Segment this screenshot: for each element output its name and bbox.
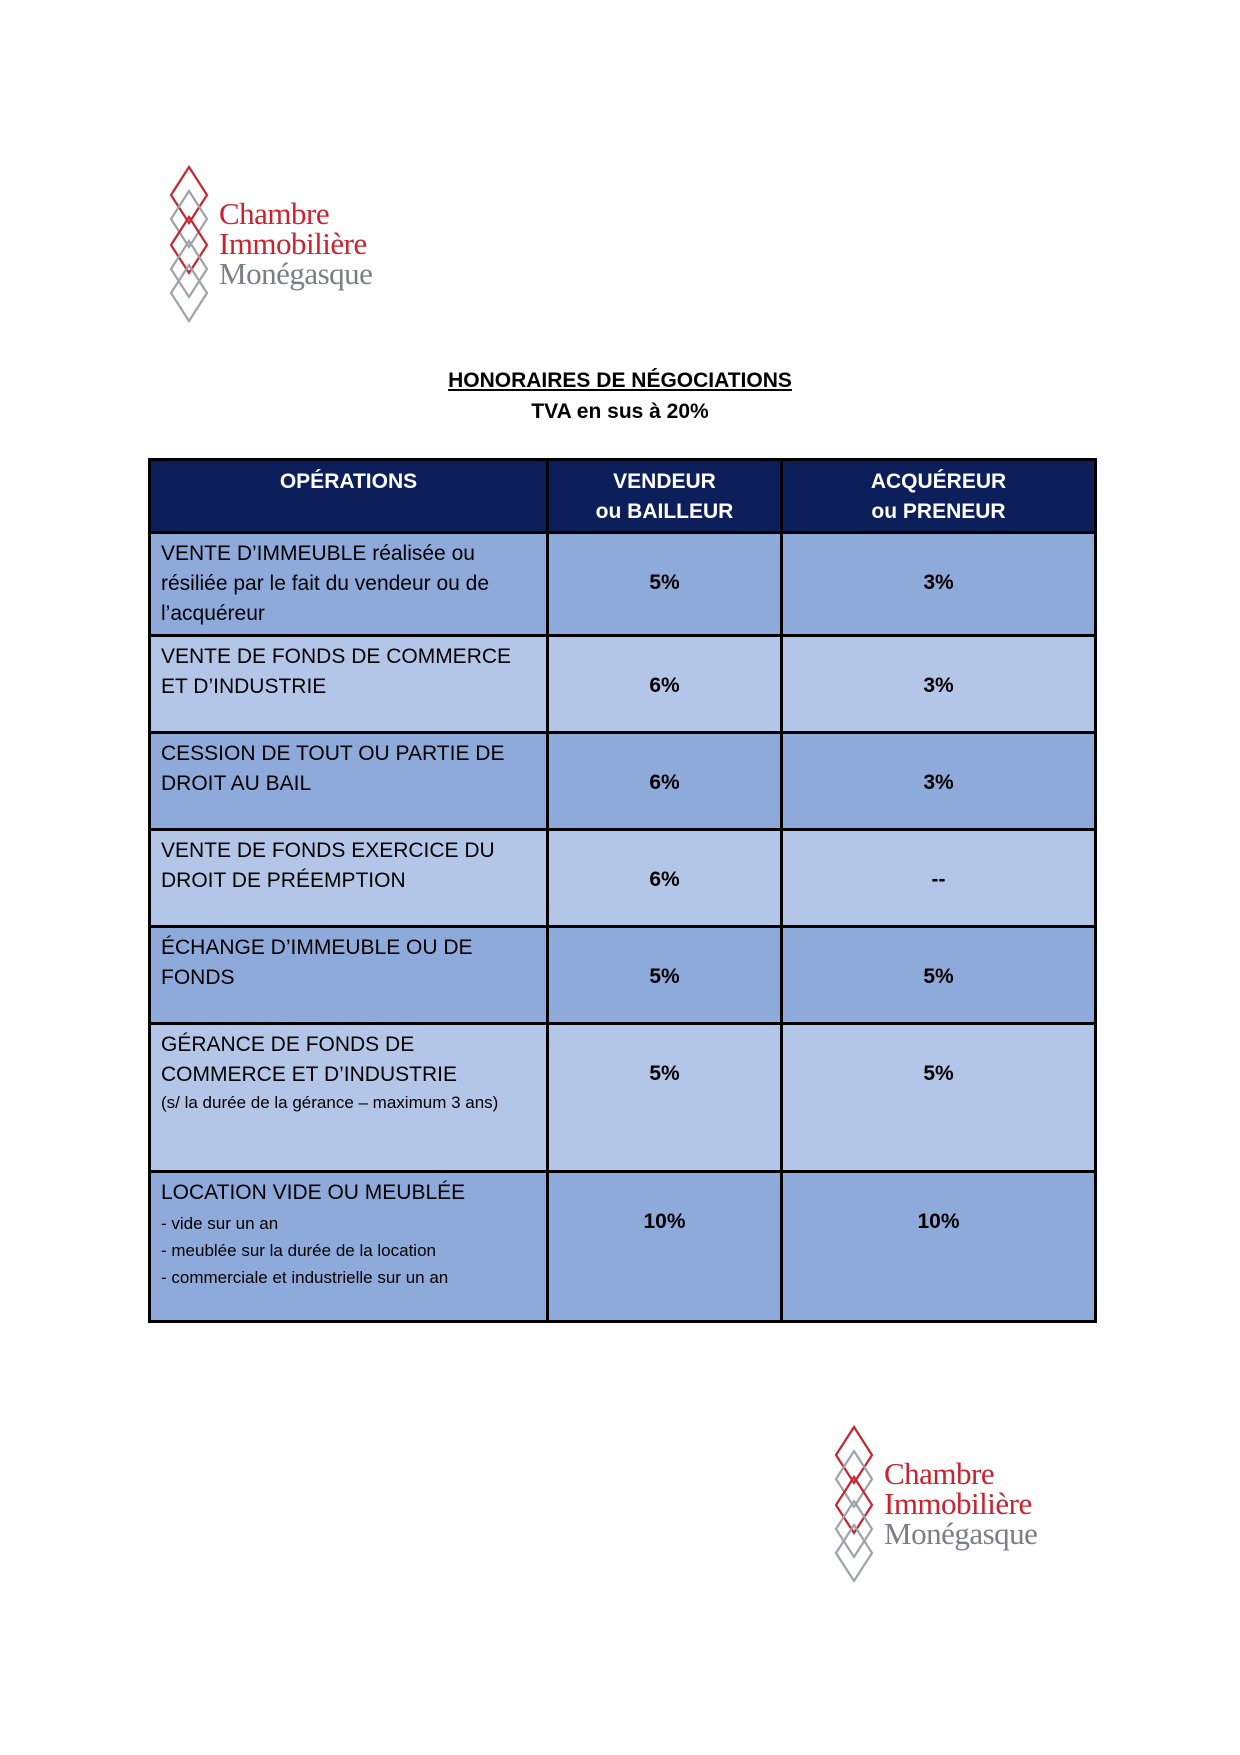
logo-top	[168, 165, 372, 323]
logo-line-3: Monégasque	[884, 1516, 1038, 1551]
diamond-logo-icon	[168, 165, 210, 323]
logo-wordmark	[884, 1456, 1038, 1551]
operation-cell: VENTE DE FONDS EXERCICE DU DROIT DE PRÉEMPTION	[150, 830, 548, 927]
table-header-row	[150, 460, 1096, 533]
logo-line-2: Immobilière	[219, 226, 367, 261]
operation-cell	[150, 1024, 548, 1172]
vendeur-cell: 6%	[548, 733, 782, 830]
acquereur-cell: --	[782, 830, 1096, 927]
table-row	[150, 733, 1096, 830]
operation-cell: ÉCHANGE D’IMMEUBLE OU DE FONDS	[150, 927, 548, 1024]
logo-line-3: Monégasque	[219, 256, 373, 291]
acquereur-cell: 10%	[782, 1172, 1096, 1322]
acquereur-cell: 3%	[782, 733, 1096, 830]
acquereur-cell: 5%	[782, 1024, 1096, 1172]
operation-cell: VENTE D’IMMEUBLE réalisée ou résiliée par le fait du vendeur ou de l’acquéreur	[150, 533, 548, 636]
page-title: HONORAIRES DE NÉGOCIATIONS	[448, 369, 792, 392]
logo-line-1: Chambre	[219, 196, 330, 231]
logo-wordmark	[219, 196, 373, 291]
header-vendeur: VENDEUR ou BAILLEUR	[548, 460, 782, 533]
diamond-logo-icon	[833, 1425, 875, 1583]
operation-note: (s/ la durée de la gérance – maximum 3 ans)	[161, 1093, 499, 1112]
table-row	[150, 1024, 1096, 1172]
logo-bottom	[833, 1425, 1037, 1583]
list-item: - meublée sur la durée de la location	[161, 1241, 436, 1260]
page-subtitle: TVA en sus à 20%	[531, 400, 709, 423]
operation-cell	[150, 1172, 548, 1322]
table-row	[150, 636, 1096, 733]
operation-text: LOCATION VIDE OU MEUBLÉE	[161, 1181, 466, 1204]
operation-cell: VENTE DE FONDS DE COMMERCE ET D’INDUSTRIE	[150, 636, 548, 733]
table-row	[150, 1172, 1096, 1322]
acquereur-cell: 3%	[782, 533, 1096, 636]
operation-cell: CESSION DE TOUT OU PARTIE DE DROIT AU BAIL	[150, 733, 548, 830]
vendeur-cell: 5%	[548, 533, 782, 636]
vendeur-cell: 5%	[548, 1024, 782, 1172]
acquereur-cell: 5%	[782, 927, 1096, 1024]
vendeur-cell: 6%	[548, 830, 782, 927]
table-row	[150, 830, 1096, 927]
logo-line-1: Chambre	[884, 1456, 995, 1491]
header-acquereur: ACQUÉREUR ou PRENEUR	[782, 460, 1096, 533]
acquereur-cell: 3%	[782, 636, 1096, 733]
vendeur-cell: 10%	[548, 1172, 782, 1322]
table-row	[150, 533, 1096, 636]
header-operations: OPÉRATIONS	[150, 460, 548, 533]
operation-list	[161, 1210, 536, 1291]
table-row	[150, 927, 1096, 1024]
list-item: - vide sur un an	[161, 1214, 279, 1233]
list-item: - commerciale et industrielle sur un an	[161, 1268, 449, 1287]
logo-line-2: Immobilière	[884, 1486, 1032, 1521]
vendeur-cell: 6%	[548, 636, 782, 733]
fees-table	[148, 458, 1097, 1323]
vendeur-cell: 5%	[548, 927, 782, 1024]
operation-text: GÉRANCE DE FONDS DE COMMERCE ET D’INDUSTRIE	[161, 1033, 457, 1086]
